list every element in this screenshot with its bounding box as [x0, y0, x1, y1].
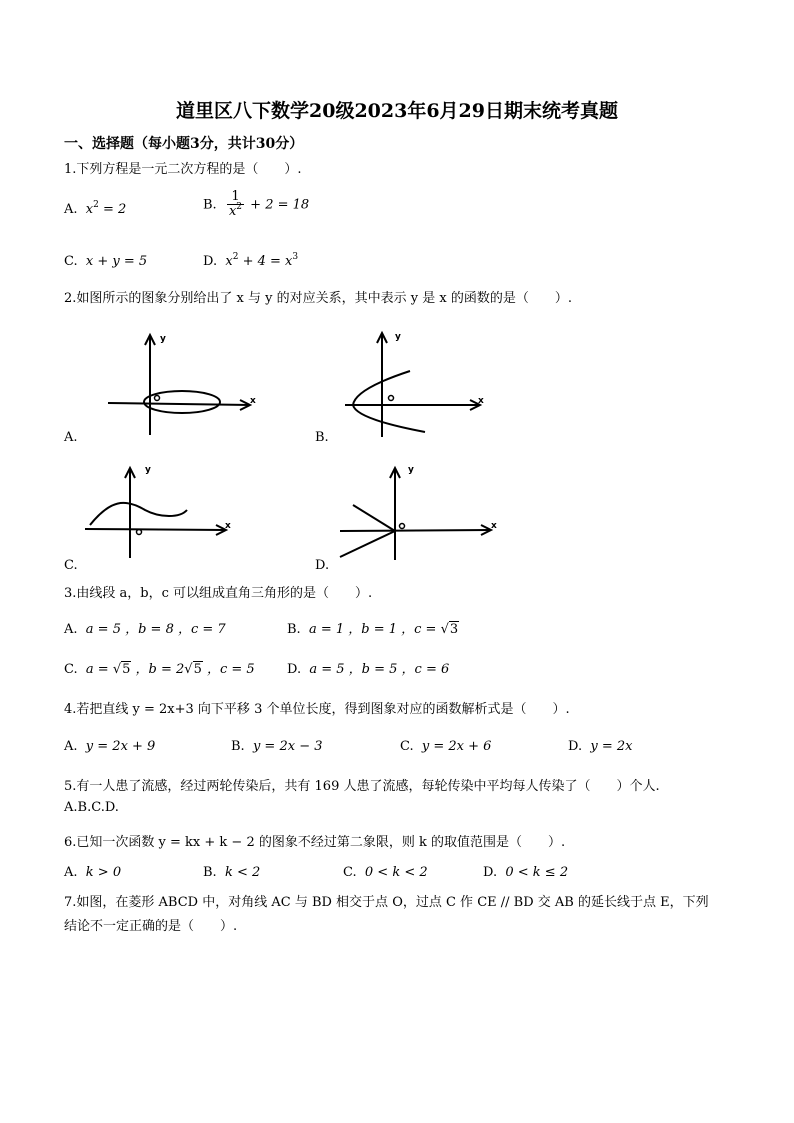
- question-5-options: A.B.C.D.: [64, 800, 119, 815]
- svg-text:x: x: [478, 396, 484, 406]
- question-2-option-d-label: D.: [315, 558, 330, 573]
- question-7-stem-line-2: 结论不一定正确的是（ ）.: [64, 919, 238, 934]
- svg-text:y: y: [395, 332, 401, 342]
- question-2-stem: 2.如图所示的图象分别给出了 x 与 y 的对应关系，其中表示 y 是 x 的函数的是（ ）.: [64, 291, 572, 306]
- question-6-stem: 6.已知一次函数 y = kx + k − 2 的图象不经过第二象限，则 k 的取值范围是（ ）.: [64, 835, 566, 850]
- question-4-option-c: C. y = 2x + 6: [400, 739, 492, 754]
- svg-text:x: x: [225, 521, 231, 531]
- question-6-option-b: B. k < 2: [203, 865, 261, 880]
- question-2-option-a-label: A.: [64, 430, 78, 445]
- question-7-stem-line-1: 7.如图，在菱形 ABCD 中，对角线 AC 与 BD 相交于点 O，过点 C 作 CE // BD 交 AB 的延长线于点 E，下列: [64, 895, 709, 910]
- question-2-option-b-label: B.: [315, 430, 329, 445]
- question-4-option-a: A. y = 2x + 9: [64, 739, 156, 754]
- graph-b-parabola: [340, 325, 500, 440]
- question-2-option-c-label: C.: [64, 558, 78, 573]
- question-3-stem: 3.由线段 a，b，c 可以组成直角三角形的是（ ）.: [64, 586, 373, 601]
- question-1-option-c: C. x + y = 5: [64, 254, 148, 269]
- question-3-option-c: C. a = √5 ，b = 2√5 ，c = 5: [64, 662, 255, 677]
- graph-d-rays: [335, 460, 505, 560]
- page-title: 道里区八下数学20级2023年6月29日期末统考真题: [176, 100, 618, 122]
- question-6-option-a: A. k > 0: [64, 865, 122, 880]
- svg-text:x: x: [491, 521, 497, 531]
- svg-text:y: y: [145, 465, 151, 475]
- question-4-stem: 4.若把直线 y = 2x+3 向下平移 3 个单位长度，得到图象对应的函数解析式是（ ）.: [64, 702, 570, 717]
- question-1-option-a: A. $x^2 = 2$: [64, 200, 127, 217]
- question-1-option-d: D. $x^2 + 4 = x^3$: [203, 252, 299, 269]
- question-3-option-a: A. a = 5 ，b = 8 ，c = 7: [64, 622, 226, 637]
- svg-text:y: y: [408, 465, 414, 475]
- svg-text:x: x: [250, 396, 256, 406]
- question-5-stem: 5.有一人患了流感，经过两轮传染后，共有 169 人患了流感，每轮传染中平均每人传染了（ ）个人.: [64, 779, 660, 794]
- section-heading: 一、选择题（每小题3分，共计30分）: [64, 136, 304, 152]
- question-3-option-d: D. a = 5 ，b = 5 ，c = 6: [287, 662, 450, 677]
- question-4-option-b: B. y = 2x − 3: [231, 739, 323, 754]
- svg-text:y: y: [160, 334, 166, 344]
- question-3-option-b: B. a = 1 ，b = 1 ，c = √3: [287, 622, 459, 637]
- graph-a-ellipse: [100, 325, 260, 440]
- question-4-option-d: D. y = 2x: [568, 739, 633, 754]
- question-1-option-b: B. $\frac{1}{x^2}$ + 2 = 18: [203, 189, 310, 219]
- question-6-option-c: C. 0 < k < 2: [343, 865, 428, 880]
- question-6-option-d: D. 0 < k ≤ 2: [483, 865, 569, 880]
- question-1-stem: 1.下列方程是一元二次方程的是（ ）.: [64, 162, 302, 177]
- graph-c-curve: [85, 460, 245, 560]
